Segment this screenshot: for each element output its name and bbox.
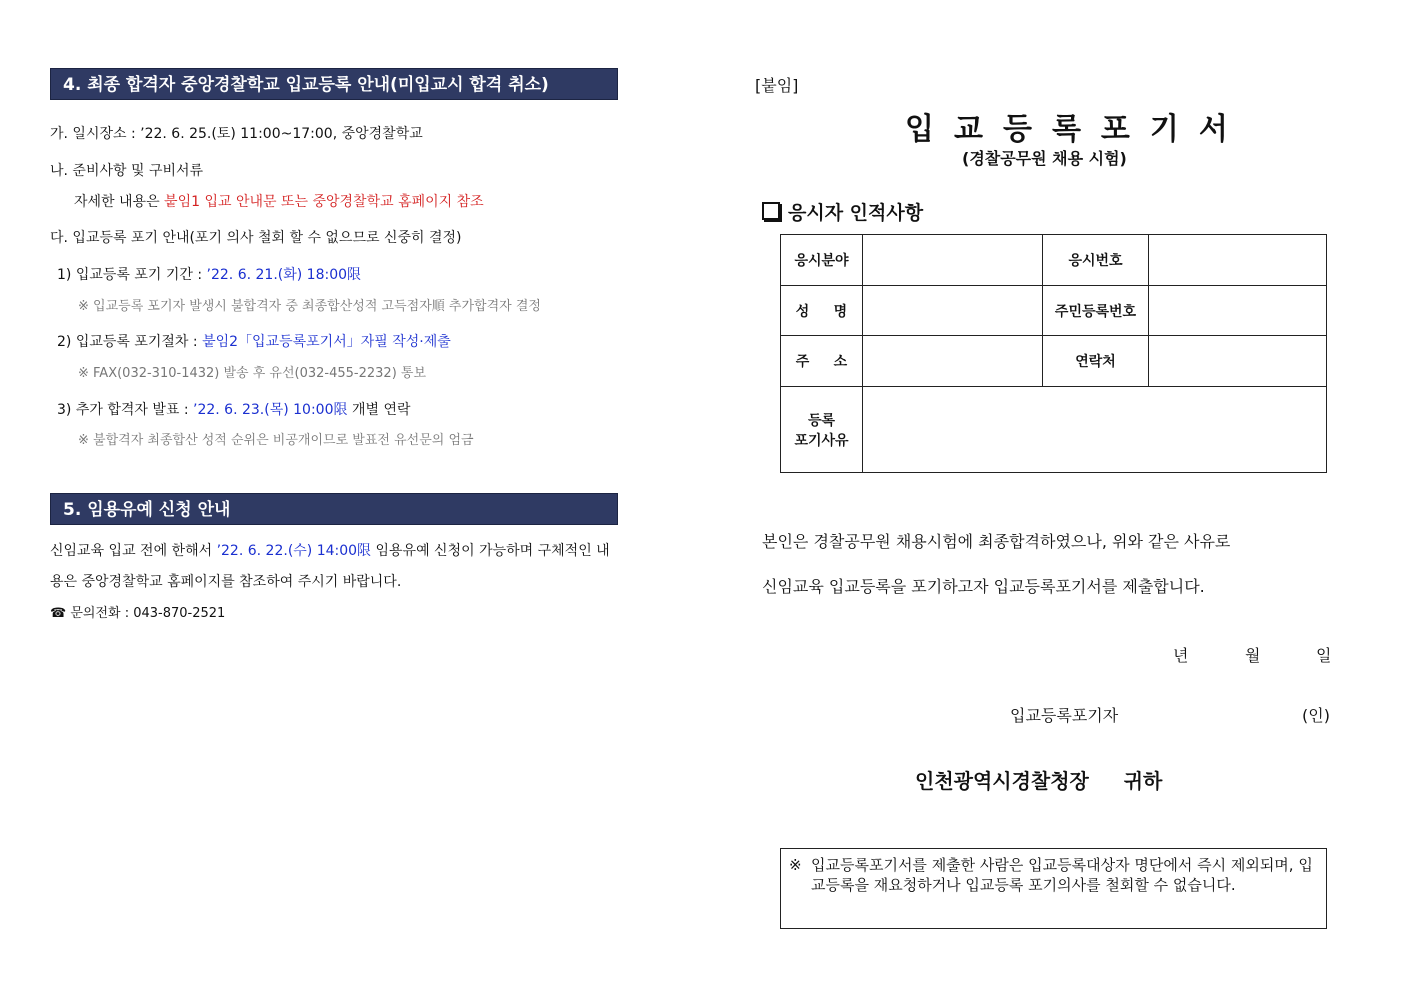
date-year: 년 [1173,646,1189,665]
date-day: 일 [1316,646,1332,665]
field-label: 응시분야 [781,235,863,286]
deferral-line2: 용은 중앙경찰학교 홈페이지를 참조하여 주시기 바랍니다. [50,574,402,590]
withdrawal-procedure-label: 2) 입교등록 포기절차 : [57,334,203,350]
preparation-detail [74,191,484,211]
withdrawal-period [57,264,361,284]
deferral-line1 [50,540,610,560]
date-month: 월 [1245,646,1261,665]
resident-number-label: 주민등록번호 [1043,286,1149,336]
withdrawal-period-date: ’22. 6. 21.(화) 18:00限 [206,267,362,283]
preparation-detail-reference: 붙임1 입교 안내문 또는 중앙경찰학교 홈페이지 참조 [164,194,484,210]
contact-phone: 문의전화 : 043-870-2521 [70,606,226,621]
field-input[interactable] [863,235,1043,286]
notice-mark: ※ [789,856,802,874]
additional-announcement [57,399,411,419]
reason-label-line1: 등록 [807,412,836,429]
additional-announcement-note: ※ 불합격자 최종합산 성적 순위은 비공개이므로 발표전 유선문의 엄금 [78,433,474,448]
statement-line2: 신임교육 입교등록을 포기하고자 입교등록포기서를 제출합니다. [762,577,1205,596]
preparation-detail-prefix: 자세한 내용은 [74,194,165,210]
address-label: 주 소 [781,336,863,387]
contact-label: 연락처 [1043,336,1149,387]
reason-label [781,387,863,473]
name-input[interactable] [863,286,1043,336]
withdrawal-procedure [57,331,451,351]
attachment-label: [붙임] [755,76,799,95]
form-title: 입교등록포기서 [905,112,1248,147]
notice-text: 입교등록포기서를 제출한 사람은 입교등록대상자 명단에서 즉시 제외되며, 입교등록을 재요청하거나 입교등록 포기의사를 철회할 수 없습니다. [811,856,1313,894]
statement-line1: 본인은 경찰공무원 채용시험에 최종합격하였으나, 위와 같은 사유로 [762,532,1231,551]
preparation-heading: 나. 준비사항 및 구비서류 [50,163,204,179]
withdrawal-heading: 다. 입교등록 포기 안내(포기 의사 철회 할 수 없으므로 신중히 결정) [50,230,462,246]
withdrawal-procedure-note: ※ FAX(032-310-1432) 발송 후 유선(032-455-2232) 통보 [78,366,427,381]
addressee: 인천광역시경찰청장 귀하 [915,769,1163,793]
notice-box [780,848,1327,929]
withdrawal-procedure-detail: 붙임2「입교등록포기서」자필 작성·제출 [202,334,451,350]
resident-number-input[interactable] [1149,286,1327,336]
deferral-line1-suffix: 임용유예 신청이 가능하며 구체적인 내 [371,543,610,559]
applicant-info-table [780,234,1327,473]
form-subtitle: (경찰공무원 채용 시험) [962,149,1127,168]
deferral-line1-prefix: 신임교육 입교 전에 한해서 [50,543,217,559]
contact-line [50,602,225,621]
name-label: 성 명 [781,286,863,336]
exam-number-input[interactable] [1149,235,1327,286]
additional-announcement-date: ’22. 6. 23.(목) 10:00限 [193,402,348,418]
exam-number-label: 응시번호 [1043,235,1149,286]
withdrawal-period-label: 1) 입교등록 포기 기간 : [57,267,207,283]
applicant-info-heading [762,198,923,225]
additional-announcement-label: 3) 추가 합격자 발표 : [57,402,194,418]
phone-icon: ☎ [50,606,67,621]
section4-header: 4. 최종 합격자 중앙경찰학교 입교등록 안내(미입교시 합격 취소) [50,68,618,100]
seal-mark: (인) [1302,706,1330,725]
applicant-info-title: 응시자 인적사항 [788,202,924,224]
withdrawal-period-note: ※ 입교등록 포기자 발생시 불합격자 중 최종합산성적 고득점자順 추가합격자 결정 [78,299,541,314]
additional-announcement-suffix: 개별 연락 [347,402,411,418]
reason-label-line2: 포기사유 [794,432,849,449]
reason-input[interactable] [863,387,1327,473]
schedule-line: 가. 일시장소 : ’22. 6. 25.(토) 11:00~17:00, 중앙경찰학교 [50,126,423,142]
deferral-deadline: ’22. 6. 22.(수) 14:00限 [216,543,372,559]
section5-header: 5. 임용유예 신청 안내 [50,493,618,525]
checkbox-icon [762,202,780,220]
address-input[interactable] [863,336,1043,387]
signer-label: 입교등록포기자 [1010,706,1119,725]
contact-input[interactable] [1149,336,1327,387]
